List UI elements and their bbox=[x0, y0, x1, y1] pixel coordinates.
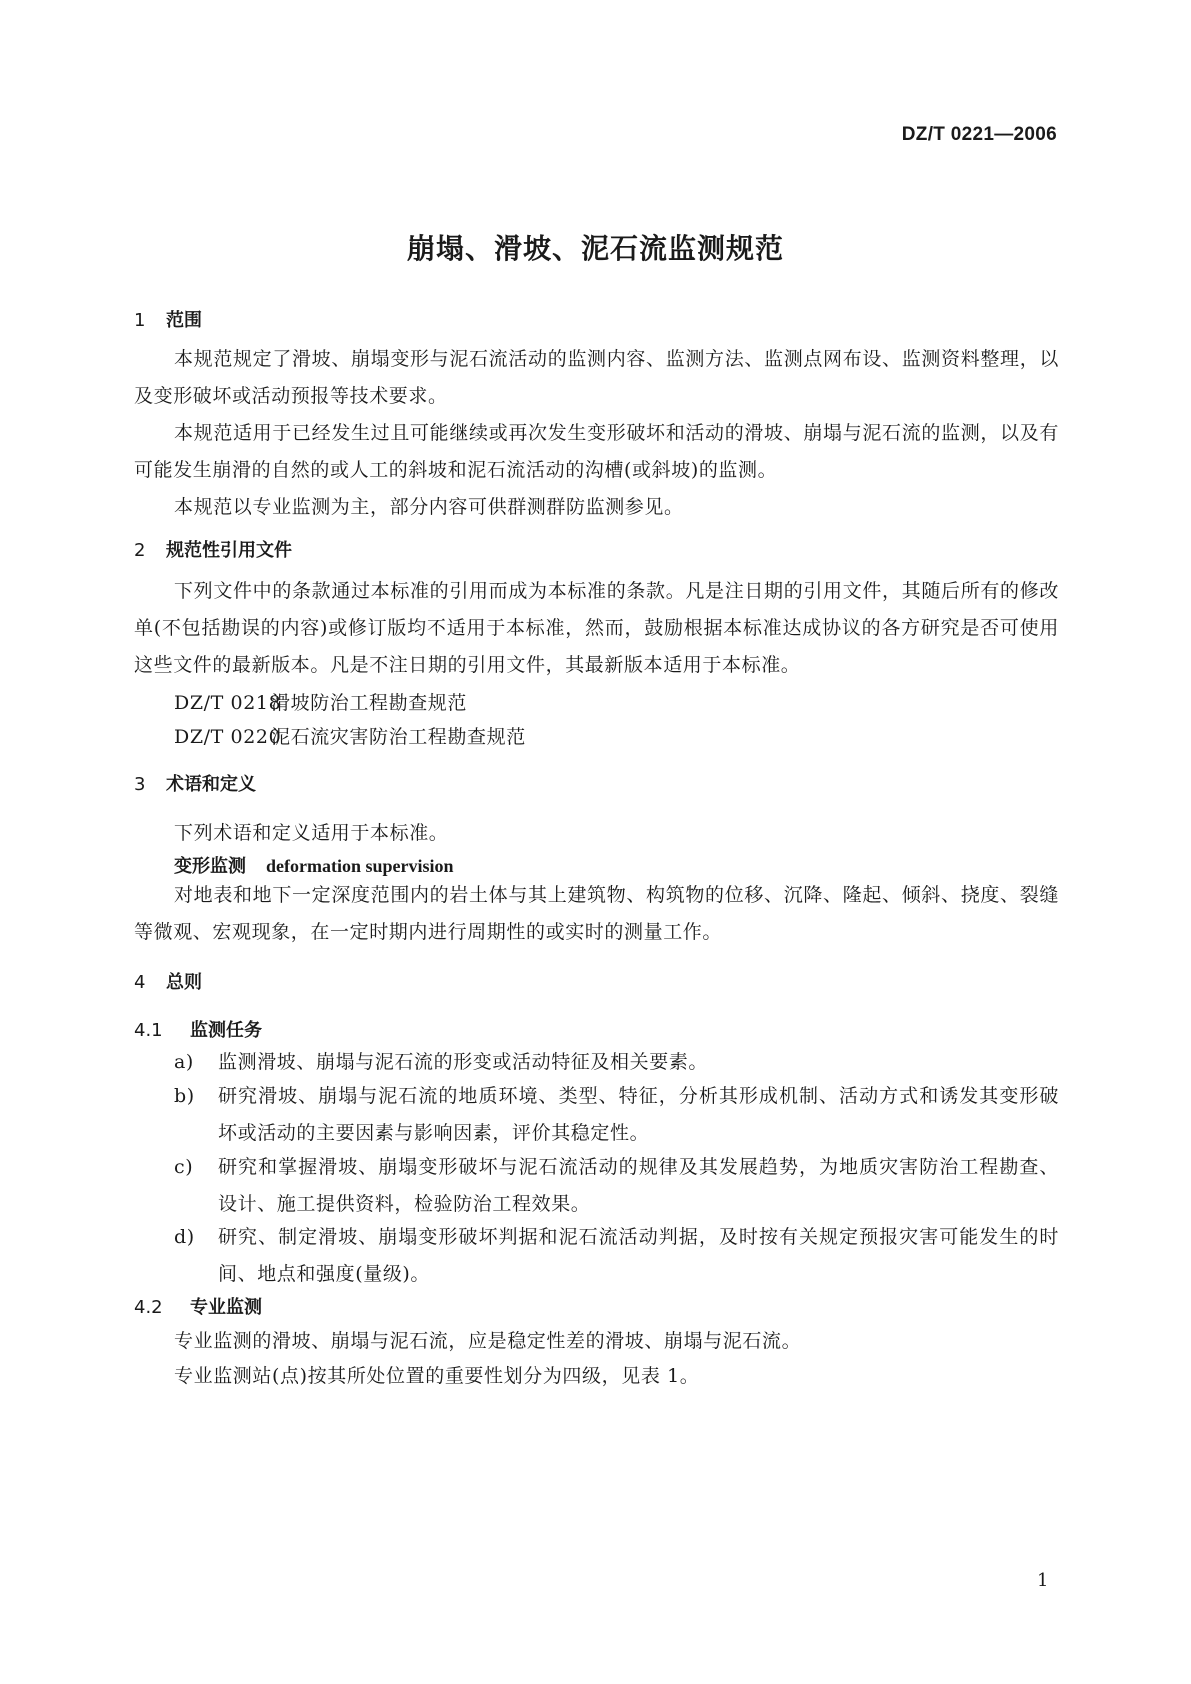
section-1-paragraph-1: 本规范规定了滑坡、崩塌变形与泥石流活动的监测内容、监测方法、监测点网布设、监测资料整理，以及变形破坏或活动预报等技术要求。 bbox=[134, 348, 1059, 407]
section-title: 术语和定义 bbox=[166, 774, 256, 795]
subsection-number: 4.2 bbox=[134, 1297, 163, 1318]
subsection-4-2-paragraph-1: 专业监测的滑坡、崩塌与泥石流，应是稳定性差的滑坡、崩塌与泥石流。 bbox=[174, 1330, 802, 1352]
section-3-intro: 下列术语和定义适用于本标准。 bbox=[174, 822, 449, 844]
standard-code: DZ/T 0221—2006 bbox=[901, 124, 1057, 145]
term-english: deformation supervision bbox=[266, 856, 454, 876]
list-item-text: 研究和掌握滑坡、崩塌变形破坏与泥石流活动的规律及其发展趋势，为地质灾害防治工程勘查、设计、施工提供资料，检验防治工程效果。 bbox=[218, 1156, 1059, 1215]
section-2-paragraph-1: 下列文件中的条款通过本标准的引用而成为本标准的条款。凡是注日期的引用文件，其随后所有的修改单(不包括勘误的内容)或修订版均不适用于本标准，然而，鼓励根据本标准达成协议的各方研究是否可使用这些文件的最新版本。凡是不注日期的引用文件，其最新版本适用于本标准。 bbox=[134, 580, 1059, 676]
section-number: 3 bbox=[134, 774, 146, 795]
list-item bbox=[174, 1044, 1059, 1081]
term-heading bbox=[174, 852, 454, 878]
section-1-heading bbox=[134, 306, 202, 332]
list-item-text: 研究滑坡、崩塌与泥石流的地质环境、类型、特征，分析其形成机制、活动方式和诱发其变形破坏或活动的主要因素与影响因素，评价其稳定性。 bbox=[218, 1085, 1059, 1144]
reference-name: 泥石流灾害防治工程勘查规范 bbox=[271, 726, 526, 748]
subsection-title: 监测任务 bbox=[190, 1020, 262, 1041]
reference-code: DZ/T 0218 bbox=[174, 692, 282, 714]
subsection-title: 专业监测 bbox=[190, 1297, 262, 1318]
term-chinese: 变形监测 bbox=[174, 856, 246, 877]
section-number: 2 bbox=[134, 540, 146, 561]
subsection-4-2-heading bbox=[134, 1293, 262, 1319]
subsection-4-2-paragraph-2: 专业监测站(点)按其所处位置的重要性划分为四级，见表 1。 bbox=[174, 1365, 700, 1387]
term-definition: 对地表和地下一定深度范围内的岩土体与其上建筑物、构筑物的位移、沉降、隆起、倾斜、挠度、裂缝等微观、宏观现象，在一定时期内进行周期性的或实时的测量工作。 bbox=[134, 884, 1059, 943]
list-marker: a) bbox=[174, 1051, 194, 1073]
section-2-heading bbox=[134, 536, 292, 562]
page-number: 1 bbox=[1037, 1570, 1049, 1591]
list-marker: c) bbox=[174, 1156, 194, 1178]
section-number: 4 bbox=[134, 972, 146, 993]
list-item bbox=[174, 1149, 1059, 1223]
list-item bbox=[174, 1078, 1059, 1152]
list-marker: d) bbox=[174, 1226, 195, 1248]
subsection-4-1-heading bbox=[134, 1016, 262, 1042]
section-title: 规范性引用文件 bbox=[166, 540, 292, 561]
section-1-paragraph-3: 本规范以专业监测为主，部分内容可供群测群防监测参见。 bbox=[174, 496, 684, 518]
list-item-text: 监测滑坡、崩塌与泥石流的形变或活动特征及相关要素。 bbox=[218, 1051, 709, 1073]
section-4-heading bbox=[134, 968, 202, 994]
list-item bbox=[174, 1219, 1059, 1293]
list-item-text: 研究、制定滑坡、崩塌变形破坏判据和泥石流活动判据，及时按有关规定预报灾害可能发生的时间、地点和强度(量级)。 bbox=[218, 1226, 1059, 1285]
reference-entry bbox=[174, 688, 467, 715]
document-title: 崩塌、滑坡、泥石流监测规范 bbox=[406, 232, 784, 265]
section-number: 1 bbox=[134, 310, 146, 331]
list-marker: b) bbox=[174, 1085, 195, 1107]
section-1-paragraph-2: 本规范适用于已经发生过且可能继续或再次发生变形破坏和活动的滑坡、崩塌与泥石流的监测，以及有可能发生崩滑的自然的或人工的斜坡和泥石流活动的沟槽(或斜坡)的监测。 bbox=[134, 422, 1059, 481]
subsection-number: 4.1 bbox=[134, 1020, 163, 1041]
section-title: 范围 bbox=[166, 310, 202, 331]
section-title: 总则 bbox=[166, 972, 202, 993]
reference-code: DZ/T 0220 bbox=[174, 726, 282, 748]
reference-entry bbox=[174, 722, 526, 749]
reference-name: 滑坡防治工程勘查规范 bbox=[271, 692, 468, 714]
section-3-heading bbox=[134, 770, 256, 796]
